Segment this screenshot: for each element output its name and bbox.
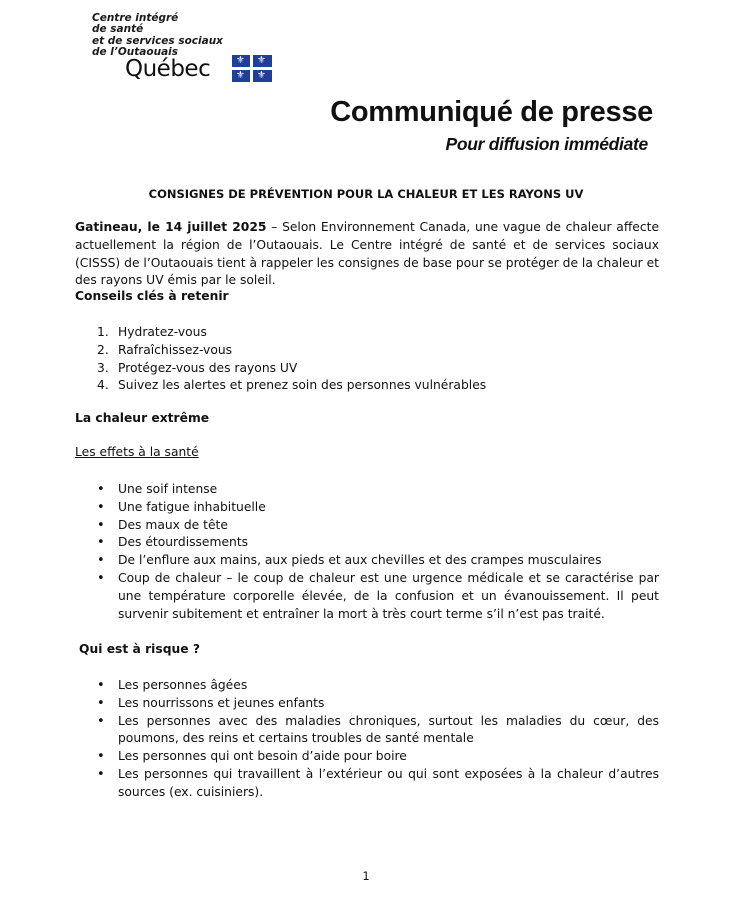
list-item: • Des maux de tête xyxy=(75,517,659,535)
list-item: • Des étourdissements xyxy=(75,534,659,552)
logo-line: et de services sociaux xyxy=(92,34,223,47)
cisss-logo xyxy=(92,12,266,82)
list-number: 4. xyxy=(97,378,109,393)
quebec-wordmark: Québec xyxy=(125,56,211,82)
list-item: • Coup de chaleur – le coup de chaleur est une urgence médicale et se caractérise par une température corporelle élevée, de la confusion et un évanouissement. Il peut survenir subitement et entraîner la mort à très court terme s’il n’est pas traité. xyxy=(75,570,659,623)
list-item: • Les personnes âgées xyxy=(75,677,659,695)
list-item-text: Suivez les alertes et prenez soin des personnes vulnérables xyxy=(118,378,487,393)
list-item xyxy=(75,377,659,395)
list-item: • De l’enflure aux mains, aux pieds et aux chevilles et des crampes musculaires xyxy=(75,552,659,570)
list-item: • Les personnes qui ont besoin d’aide pour boire xyxy=(75,748,659,766)
intro-text: – Selon Environnement Canada, une vague de chaleur affecte actuellement la région de l’Outaouais. Le Centre intégré de santé et de services sociaux (CISSS) de l’Outaouais tient à rappeler les consignes de base pour se protéger de la chaleur et des rayons UV émis par le soleil. xyxy=(75,220,660,288)
list-item: • Les personnes qui travaillent à l’extérieur ou qui sont exposées à la chaleur d’autres sources (ex. cuisiniers). xyxy=(75,766,659,802)
list-item-text: Rafraîchissez-vous xyxy=(118,342,233,357)
dateline: Gatineau, le 14 juillet 2025 xyxy=(75,220,267,234)
list-item: • Une fatigue inhabituelle xyxy=(75,499,659,517)
logo-text xyxy=(92,13,223,59)
logo-line: de l’Outaouais xyxy=(92,46,179,59)
health-effects-subheading: Les effets à la santé xyxy=(75,445,199,459)
list-item-text: Protégez-vous des rayons UV xyxy=(118,360,298,375)
at-risk-heading: Qui est à risque ? xyxy=(79,642,201,656)
list-number: 3. xyxy=(97,360,109,375)
at-risk-list xyxy=(75,677,659,802)
logo-line: de santé xyxy=(92,23,144,36)
key-tips-list xyxy=(75,324,659,395)
list-item xyxy=(75,360,659,378)
list-number: 2. xyxy=(97,342,109,357)
list-item: • Les nourrissons et jeunes enfants xyxy=(75,695,659,713)
page-subtitle: Pour diffusion immédiate xyxy=(445,134,648,154)
list-item xyxy=(75,324,659,342)
page-number: 1 xyxy=(362,869,370,883)
quebec-flag-icon: ⚜ ⚜ ⚜ ⚜ xyxy=(232,55,272,82)
intro-paragraph xyxy=(75,219,659,290)
health-effects-list xyxy=(75,481,659,623)
document-title: CONSIGNES DE PRÉVENTION POUR LA CHALEUR ET LES RAYONS UV xyxy=(148,187,584,201)
list-item: • Les personnes avec des maladies chroniques, surtout les maladies du cœur, des poumons, des reins et certains troubles de santé mentale xyxy=(75,713,659,749)
key-tips-heading: Conseils clés à retenir xyxy=(75,289,229,303)
list-item-text: Hydratez-vous xyxy=(118,325,207,339)
list-number: 1. xyxy=(97,325,109,339)
logo-line: Centre intégré xyxy=(92,12,179,24)
extreme-heat-heading: La chaleur extrême xyxy=(75,411,210,425)
list-item xyxy=(75,342,659,360)
list-item: • Une soif intense xyxy=(75,481,659,499)
page-title: Communiqué de presse xyxy=(330,96,653,128)
